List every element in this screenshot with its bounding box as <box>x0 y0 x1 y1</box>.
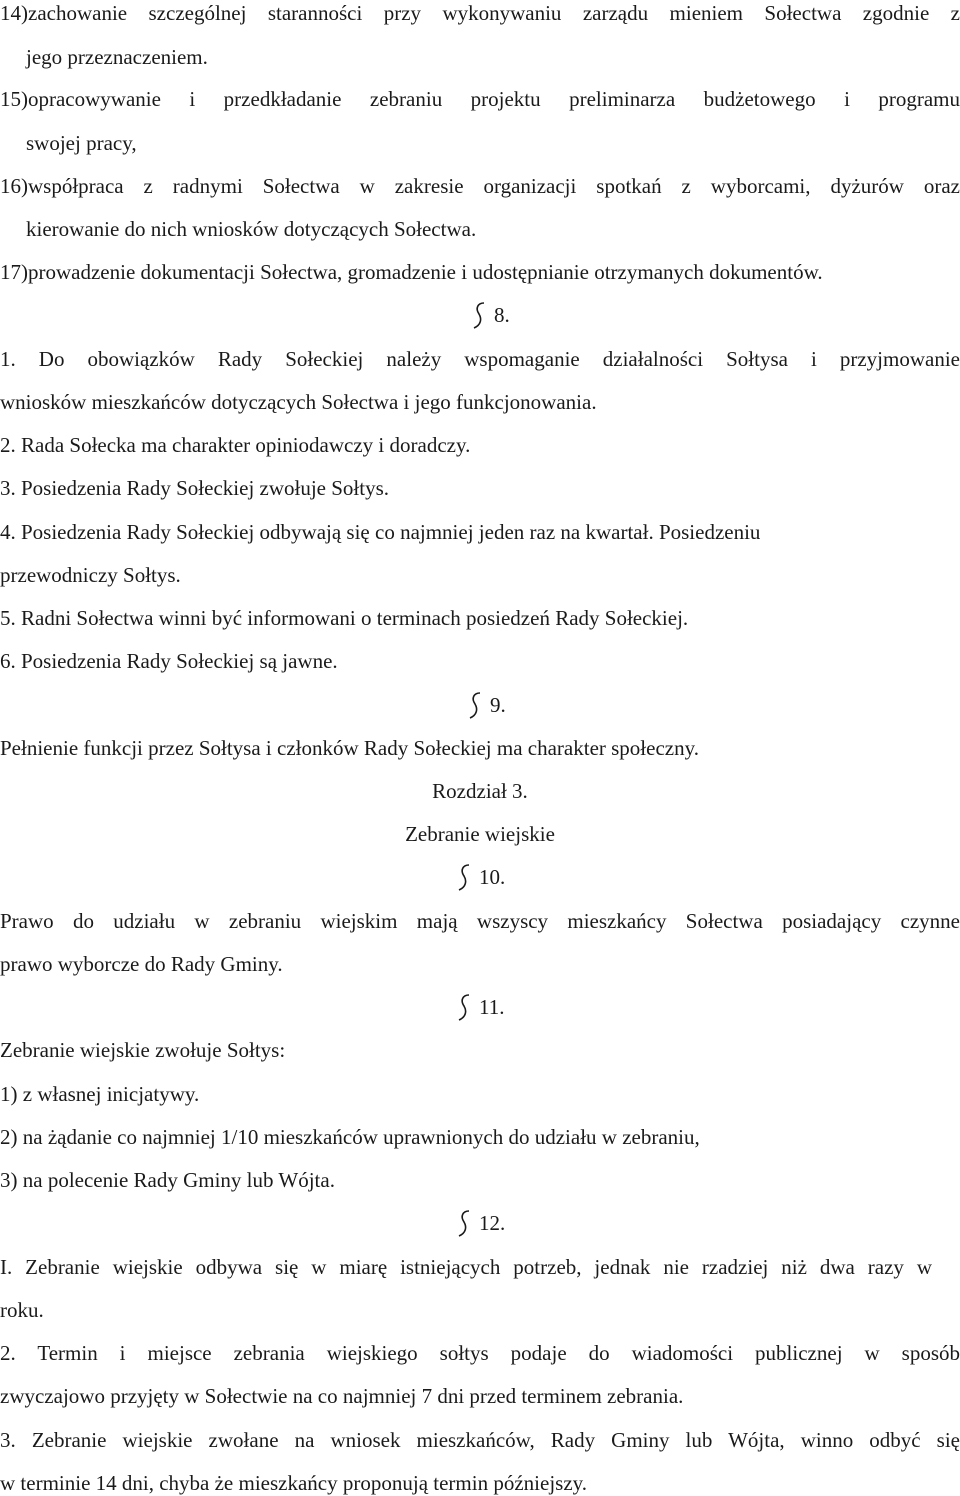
paragraph-12-2-line-1: 2. Termin i miejsce zebrania wiejskiego sołtys podaje do wiadomości publicznej w sposób <box>0 1341 960 1365</box>
list-item-14-line-1: 14)zachowanie szczególnej staranności przy wykonywaniu zarządu mieniem Sołectwa zgodnie z <box>0 1 960 25</box>
section-sign-icon <box>470 302 488 328</box>
paragraph-10-line-2: prawo wyborcze do Rady Gminy. <box>0 952 283 976</box>
paragraph-12-1-line-2: roku. <box>0 1298 44 1322</box>
section-sign-icon <box>455 1210 473 1236</box>
list-item-15-line-1: 15)opracowywanie i przedkładanie zebraniu projektu preliminarza budżetowego i programu <box>0 87 960 111</box>
list-item-15-line-2: swojej pracy, <box>26 131 137 155</box>
list-item-17: 17)prowadzenie dokumentacji Sołectwa, gromadzenie i udostępnianie otrzymanych dokumentów. <box>0 260 823 284</box>
section-heading-10 <box>455 864 505 890</box>
list-item-16-line-1: 16)współpraca z radnymi Sołectwa w zakresie organizacji spotkań z wyborcami, dyżurów oraz <box>0 174 960 198</box>
paragraph-8-4-line-1: 4. Posiedzenia Rady Sołeckiej odbywają się co najmniej jeden raz na kwartał. Posiedzeniu <box>0 520 761 544</box>
paragraph-9: Pełnienie funkcji przez Sołtysa i członków Rady Sołeckiej ma charakter społeczny. <box>0 736 699 760</box>
list-item-1: 1) z własnej inicjatywy. <box>0 1082 200 1106</box>
section-number: 12. <box>479 1211 506 1235</box>
section-number: 11. <box>479 995 505 1019</box>
chapter-title: Zebranie wiejskie <box>405 822 555 846</box>
section-heading-11 <box>455 994 504 1020</box>
section-heading-9 <box>466 692 506 718</box>
section-sign-icon <box>455 864 473 890</box>
section-heading-8 <box>470 302 510 328</box>
chapter-heading: Rozdział 3. <box>432 779 528 803</box>
paragraph-8-1-line-2: wniosków mieszkańców dotyczących Sołectwa i jego funkcjonowania. <box>0 390 597 414</box>
section-sign-icon <box>455 994 473 1020</box>
section-heading-12 <box>455 1210 505 1236</box>
list-item-3: 3) na polecenie Rady Gminy lub Wójta. <box>0 1168 335 1192</box>
list-item-14-line-2: jego przeznaczeniem. <box>26 45 208 69</box>
paragraph-8-6: 6. Posiedzenia Rady Sołeckiej są jawne. <box>0 649 338 673</box>
paragraph-12-1-line-1: I. Zebranie wiejskie odbywa się w miarę istniejących potrzeb, jednak nie rzadziej niż dwa razy w <box>0 1255 932 1279</box>
paragraph-8-4-line-2: przewodniczy Sołtys. <box>0 563 181 587</box>
section-sign-icon <box>466 692 484 718</box>
paragraph-8-1-line-1: 1. Do obowiązków Rady Sołeckiej należy wspomaganie działalności Sołtysa i przyjmowanie <box>0 347 960 371</box>
section-number: 8. <box>494 303 510 327</box>
list-item-16-line-2: kierowanie do nich wniosków dotyczących Sołectwa. <box>26 217 477 241</box>
section-number: 9. <box>490 693 506 717</box>
list-item-2: 2) na żądanie co najmniej 1/10 mieszkańców uprawnionych do udziału w zebraniu, <box>0 1125 700 1149</box>
paragraph-12-2-line-2: zwyczajowo przyjęty w Sołectwie na co najmniej 7 dni przed terminem zebrania. <box>0 1384 684 1408</box>
paragraph-8-2: 2. Rada Sołecka ma charakter opiniodawczy i doradczy. <box>0 433 471 457</box>
paragraph-11-intro: Zebranie wiejskie zwołuje Sołtys: <box>0 1038 286 1062</box>
paragraph-12-3-line-2: w terminie 14 dni, chyba że mieszkańcy proponują termin późniejszy. <box>0 1471 588 1495</box>
section-number: 10. <box>479 865 506 889</box>
paragraph-8-3: 3. Posiedzenia Rady Sołeckiej zwołuje Sołtys. <box>0 476 390 500</box>
paragraph-12-3-line-1: 3. Zebranie wiejskie zwołane na wniosek mieszkańców, Rady Gminy lub Wójta, winno odbyć się <box>0 1428 960 1452</box>
paragraph-8-5: 5. Radni Sołectwa winni być informowani o terminach posiedzeń Rady Sołeckiej. <box>0 606 689 630</box>
paragraph-10-line-1: Prawo do udziału w zebraniu wiejskim mają wszyscy mieszkańcy Sołectwa posiadający czynne <box>0 909 960 933</box>
